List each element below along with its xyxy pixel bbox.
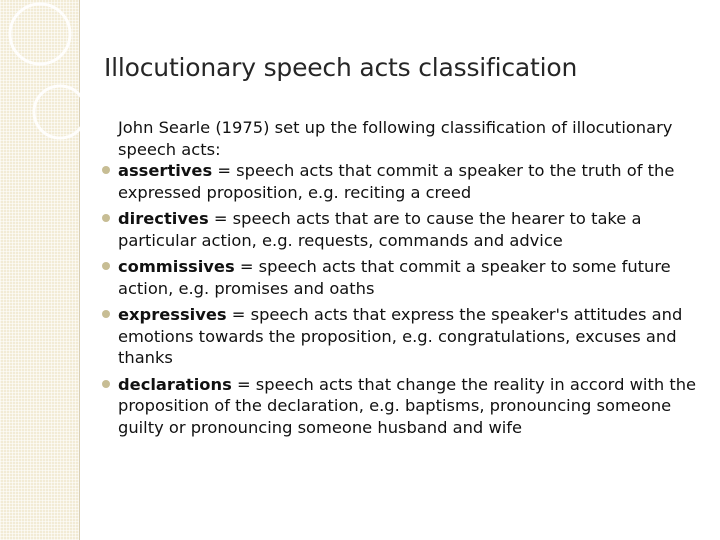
term-label: commissives bbox=[118, 257, 235, 276]
list-item bbox=[100, 160, 700, 203]
list-item bbox=[100, 304, 700, 369]
list-item bbox=[100, 256, 700, 299]
term-definition: = speech acts that commit a speaker to some future action, e.g. promises and oaths bbox=[118, 257, 671, 298]
term-definition: = speech acts that commit a speaker to the truth of the expressed proposition, e.g. reciting a creed bbox=[118, 161, 675, 202]
bullet-dot-icon bbox=[102, 166, 110, 174]
bullet-dot-icon bbox=[102, 310, 110, 318]
list-item bbox=[100, 374, 700, 439]
classification-list bbox=[100, 160, 700, 438]
slide-body bbox=[100, 117, 700, 443]
term-label: expressives bbox=[118, 305, 227, 324]
term-definition: = speech acts that change the reality in accord with the proposition of the declaration, e.g. baptisms, pronouncing someone guilty or pronouncing someone husband and wife bbox=[118, 374, 697, 437]
bullet-dot-icon bbox=[102, 262, 110, 270]
term-definition: = speech acts that express the speaker's attitudes and emotions towards the proposition, e.g. congratulations, excuses and thanks bbox=[118, 305, 683, 367]
term-label: assertives bbox=[118, 161, 213, 180]
bullet-dot-icon bbox=[102, 214, 110, 222]
term-label: declarations bbox=[118, 374, 232, 394]
intro-paragraph: John Searle (1975) set up the following classification of illocutionary speech acts: bbox=[118, 118, 673, 159]
term-definition: = speech acts that are to cause the hearer to take a particular action, e.g. requests, commands and advice bbox=[118, 209, 642, 250]
list-item bbox=[100, 208, 700, 251]
bullet-dot-icon bbox=[102, 380, 110, 388]
term-label: directives bbox=[118, 209, 209, 228]
slide-title: Illocutionary speech acts classification bbox=[104, 53, 578, 82]
